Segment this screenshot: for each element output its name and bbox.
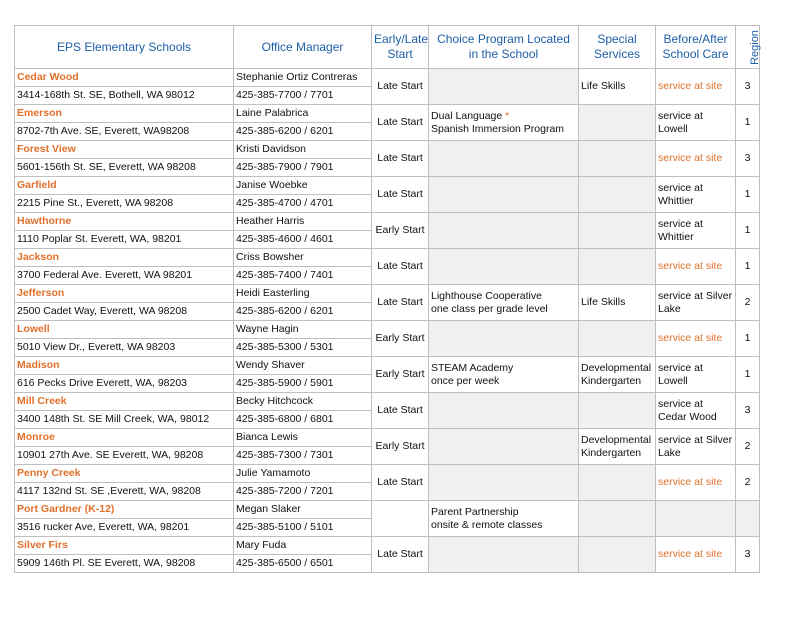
school-address: 5601-156th St. SE, Everett, WA 98208 <box>15 159 234 177</box>
office-manager-name: Heidi Easterling <box>234 285 372 303</box>
choice-program <box>429 393 579 429</box>
choice-program-detail: onsite & remote classes <box>431 518 543 531</box>
office-manager-name: Mary Fuda <box>234 537 372 555</box>
start-time: Late Start <box>372 141 429 177</box>
special-services <box>579 537 656 573</box>
choice-program-detail: Spanish Immersion Program <box>431 122 565 135</box>
before-after-care <box>656 501 736 537</box>
region-number: 1 <box>736 249 760 285</box>
office-manager-name: Megan Slaker <box>234 501 372 519</box>
office-manager-name: Wayne Hagin <box>234 321 372 339</box>
school-name: Mill Creek <box>15 393 234 411</box>
start-time: Early Start <box>372 357 429 393</box>
region-header-label: Region <box>748 30 761 65</box>
region-number: 2 <box>736 429 760 465</box>
choice-program <box>429 357 579 393</box>
school-name: Silver Firs <box>15 537 234 555</box>
school-name: Jackson <box>15 249 234 267</box>
special-services-header: Special Services <box>579 26 656 69</box>
choice-program <box>429 537 579 573</box>
school-row <box>15 249 760 267</box>
school-row <box>15 321 760 339</box>
special-services <box>579 177 656 213</box>
school-name: Jefferson <box>15 285 234 303</box>
school-address: 2500 Cadet Way, Everett, WA 98208 <box>15 303 234 321</box>
office-manager-name: Heather Harris <box>234 213 372 231</box>
office-phone: 425-385-6200 / 6201 <box>234 123 372 141</box>
before-after-care: service at site <box>656 69 736 105</box>
region-number: 3 <box>736 141 760 177</box>
start-time: Late Start <box>372 393 429 429</box>
special-services <box>579 249 656 285</box>
region-number: 3 <box>736 69 760 105</box>
special-services: Life Skills <box>579 285 656 321</box>
school-row <box>15 357 760 375</box>
early-late-start-header: Early/Late Start <box>372 26 429 69</box>
start-time: Late Start <box>372 69 429 105</box>
special-services: Developmental Kindergarten <box>579 429 656 465</box>
before-after-care: service at site <box>656 141 736 177</box>
school-address: 3516 rucker Ave, Everett, WA, 98201 <box>15 519 234 537</box>
school-address: 5909 146th Pl. SE Everett, WA, 98208 <box>15 555 234 573</box>
before-after-care: service at Lowell <box>656 357 736 393</box>
office-manager-name: Criss Bowsher <box>234 249 372 267</box>
school-row <box>15 105 760 123</box>
office-manager-name: Julie Yamamoto <box>234 465 372 483</box>
choice-program <box>429 429 579 465</box>
page-title: EPS Elementary Schools <box>15 26 234 69</box>
choice-program-title: Parent Partnership <box>431 505 519 518</box>
before-after-care: service at Whittier <box>656 177 736 213</box>
choice-program-title: Dual Language <box>431 109 503 122</box>
start-time: Early Start <box>372 213 429 249</box>
office-phone: 425-385-7200 / 7201 <box>234 483 372 501</box>
school-row <box>15 213 760 231</box>
school-name: Garfield <box>15 177 234 195</box>
region-number: 3 <box>736 393 760 429</box>
office-phone: 425-385-4600 / 4601 <box>234 231 372 249</box>
before-after-care-header: Before/After School Care <box>656 26 736 69</box>
region-number: 2 <box>736 285 760 321</box>
region-number: 1 <box>736 321 760 357</box>
school-row <box>15 429 760 447</box>
school-address: 4117 132nd St. SE ,Everett, WA, 98208 <box>15 483 234 501</box>
school-row <box>15 141 760 159</box>
special-services <box>579 501 656 537</box>
school-address: 1110 Poplar St. Everett, WA, 98201 <box>15 231 234 249</box>
region-number: 1 <box>736 213 760 249</box>
school-name: Penny Creek <box>15 465 234 483</box>
region-header <box>736 26 760 69</box>
choice-program <box>429 177 579 213</box>
office-manager-name: Becky Hitchcock <box>234 393 372 411</box>
choice-program-detail: once per week <box>431 374 500 387</box>
choice-program <box>429 501 579 537</box>
school-row <box>15 501 760 519</box>
special-services: Developmental Kindergarten <box>579 357 656 393</box>
choice-program-header: Choice Program Located in the School <box>429 26 579 69</box>
choice-asterisk: * <box>505 109 510 122</box>
special-services <box>579 465 656 501</box>
start-time: Late Start <box>372 249 429 285</box>
school-name: Cedar Wood <box>15 69 234 87</box>
special-services <box>579 105 656 141</box>
start-time: Late Start <box>372 177 429 213</box>
before-after-care: service at Silver Lake <box>656 429 736 465</box>
before-after-care: service at site <box>656 537 736 573</box>
start-time: Late Start <box>372 285 429 321</box>
choice-program <box>429 285 579 321</box>
office-manager-name: Laine Palabrica <box>234 105 372 123</box>
office-phone: 425-385-7300 / 7301 <box>234 447 372 465</box>
school-name: Monroe <box>15 429 234 447</box>
choice-program-title: Lighthouse Cooperative <box>431 289 542 302</box>
school-address: 3400 148th St. SE Mill Creek, WA, 98012 <box>15 411 234 429</box>
school-row <box>15 177 760 195</box>
choice-program <box>429 105 579 141</box>
office-phone: 425-385-6500 / 6501 <box>234 555 372 573</box>
office-phone: 425-385-7400 / 7401 <box>234 267 372 285</box>
office-phone: 425-385-6200 / 6201 <box>234 303 372 321</box>
region-number: 1 <box>736 177 760 213</box>
school-name: Hawthorne <box>15 213 234 231</box>
start-time: Late Start <box>372 465 429 501</box>
school-address: 5010 View Dr., Everett, WA 98203 <box>15 339 234 357</box>
special-services <box>579 141 656 177</box>
before-after-care: service at Whittier <box>656 213 736 249</box>
start-time: Late Start <box>372 105 429 141</box>
choice-program-title: STEAM Academy <box>431 361 514 374</box>
school-name: Lowell <box>15 321 234 339</box>
region-number <box>736 501 760 537</box>
school-row <box>15 393 760 411</box>
school-address: 8702-7th Ave. SE, Everett, WA98208 <box>15 123 234 141</box>
office-manager-name: Wendy Shaver <box>234 357 372 375</box>
office-manager-name: Janise Woebke <box>234 177 372 195</box>
school-name: Emerson <box>15 105 234 123</box>
special-services <box>579 321 656 357</box>
office-manager-header: Office Manager <box>234 26 372 69</box>
office-manager-name: Kristi Davidson <box>234 141 372 159</box>
school-name: Port Gardner (K-12) <box>15 501 234 519</box>
region-number: 1 <box>736 357 760 393</box>
before-after-care: service at site <box>656 465 736 501</box>
region-number: 2 <box>736 465 760 501</box>
choice-program <box>429 69 579 105</box>
school-row <box>15 69 760 87</box>
header-row <box>15 26 760 69</box>
start-time: Late Start <box>372 537 429 573</box>
special-services <box>579 393 656 429</box>
school-address: 616 Pecks Drive Everett, WA, 98203 <box>15 375 234 393</box>
office-phone: 425-385-7700 / 7701 <box>234 87 372 105</box>
before-after-care: service at site <box>656 249 736 285</box>
special-services: Life Skills <box>579 69 656 105</box>
school-row <box>15 465 760 483</box>
choice-program <box>429 465 579 501</box>
school-name: Madison <box>15 357 234 375</box>
before-after-care: service at site <box>656 321 736 357</box>
start-time: Early Start <box>372 321 429 357</box>
choice-program-detail: one class per grade level <box>431 302 548 315</box>
school-address: 2215 Pine St., Everett, WA 98208 <box>15 195 234 213</box>
region-number: 1 <box>736 105 760 141</box>
office-phone: 425-385-5100 / 5101 <box>234 519 372 537</box>
before-after-care: service at Cedar Wood <box>656 393 736 429</box>
office-phone: 425-385-6800 / 6801 <box>234 411 372 429</box>
special-services <box>579 213 656 249</box>
school-row <box>15 537 760 555</box>
school-address: 10901 27th Ave. SE Everett, WA, 98208 <box>15 447 234 465</box>
office-phone: 425-385-5900 / 5901 <box>234 375 372 393</box>
start-time <box>372 501 429 537</box>
choice-program <box>429 141 579 177</box>
start-time: Early Start <box>372 429 429 465</box>
school-address: 3414-168th St. SE, Bothell, WA 98012 <box>15 87 234 105</box>
school-address: 3700 Federal Ave. Everett, WA 98201 <box>15 267 234 285</box>
choice-program <box>429 213 579 249</box>
before-after-care: service at Silver Lake <box>656 285 736 321</box>
office-phone: 425-385-4700 / 4701 <box>234 195 372 213</box>
schools-table <box>14 25 760 573</box>
before-after-care: service at Lowell <box>656 105 736 141</box>
school-row <box>15 285 760 303</box>
office-phone: 425-385-5300 / 5301 <box>234 339 372 357</box>
school-name: Forest View <box>15 141 234 159</box>
choice-program <box>429 249 579 285</box>
office-manager-name: Bianca Lewis <box>234 429 372 447</box>
choice-program <box>429 321 579 357</box>
office-phone: 425-385-7900 / 7901 <box>234 159 372 177</box>
office-manager-name: Stephanie Ortiz Contreras <box>234 69 372 87</box>
region-number: 3 <box>736 537 760 573</box>
